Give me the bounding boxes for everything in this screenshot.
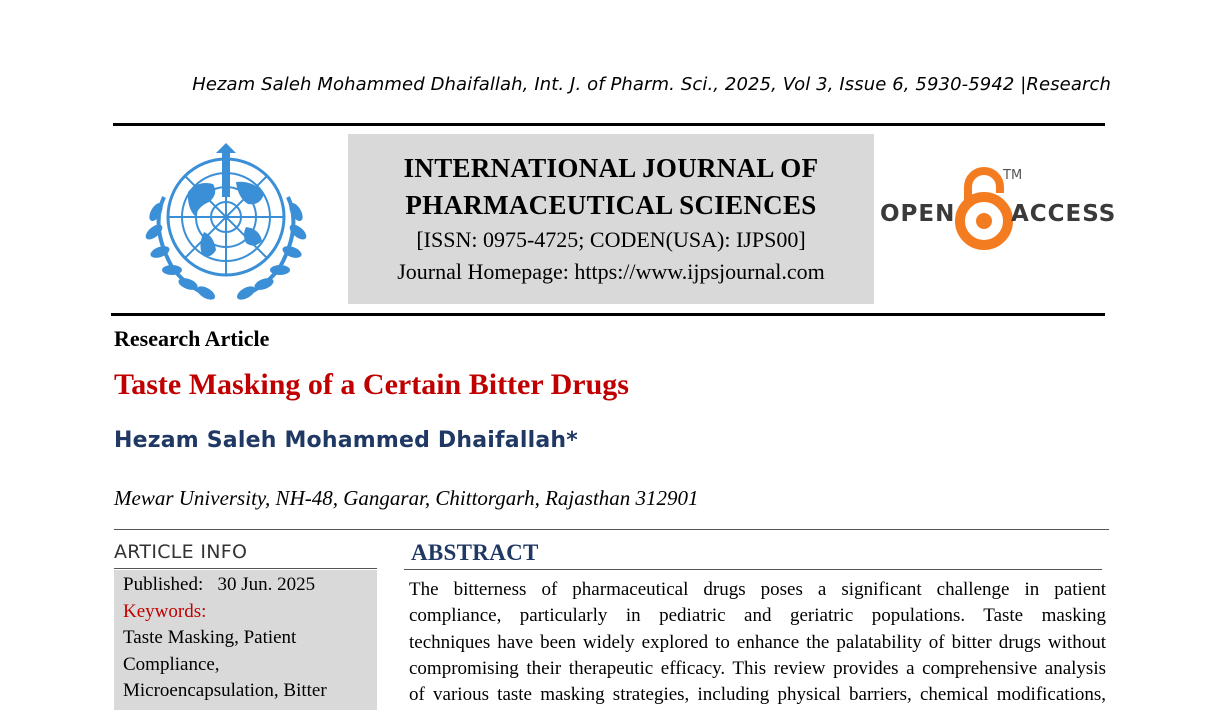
abstract-body <box>409 577 1106 708</box>
article-info-heading: ARTICLE INFO <box>114 541 248 563</box>
open-access-access-text: ACCESS <box>1011 201 1117 227</box>
journal-title-line1: INTERNATIONAL JOURNAL OF <box>403 153 819 183</box>
article-affiliation: Mewar University, NH-48, Gangarar, Chittorgarh, Rajasthan 312901 <box>114 486 699 510</box>
abstract-line: compromising their therapeutic efficacy. This review provides a comprehensive analysis <box>409 657 1106 679</box>
journal-homepage: Journal Homepage: https://www.ijpsjournal.com <box>397 259 825 284</box>
journal-title-line2: PHARMACEUTICAL SCIENCES <box>405 190 817 220</box>
open-access-open-text: OPEN <box>880 201 956 227</box>
abstract-rule <box>404 569 1102 570</box>
keywords-line: Taste Masking, Patient <box>123 627 297 648</box>
top-rule <box>113 123 1105 126</box>
un-emblem-icon <box>126 137 326 305</box>
article-info-rule <box>114 568 377 569</box>
abstract-line: techniques have been widely explored to enhance the palatability of bitter drugs without <box>409 631 1106 653</box>
journal-issn: [ISSN: 0975-4725; CODEN(USA): IJPS00] <box>416 227 806 252</box>
open-access-logo <box>880 163 1117 255</box>
article-info-box <box>114 570 377 710</box>
keywords-line: Compliance, <box>123 653 220 675</box>
published-label: Published: <box>123 574 204 595</box>
keywords-label: Keywords: <box>123 600 207 622</box>
abstract-line: of various taste masking strategies, including physical barriers, chemical modifications, <box>409 684 1106 706</box>
section-divider <box>114 529 1109 530</box>
open-access-tm: TM <box>1003 168 1023 183</box>
running-header: Hezam Saleh Mohammed Dhaifallah, Int. J. of Pharm. Sci., 2025, Vol 3, Issue 6, 5930-5942 |Research <box>192 74 1111 95</box>
keywords-line: Microencapsulation, Bitter <box>123 680 327 701</box>
masthead-bottom-rule <box>111 313 1105 316</box>
article-title: Taste Masking of a Certain Bitter Drugs <box>114 368 629 401</box>
abstract-heading: ABSTRACT <box>411 540 539 565</box>
abstract-line: The bitterness of pharmaceutical drugs poses a significant challenge in patient <box>409 579 1106 600</box>
abstract-line: compliance, particularly in pediatric and geriatric populations. Taste masking <box>409 605 1106 627</box>
article-type: Research Article <box>114 326 270 351</box>
published-row <box>123 572 377 599</box>
journal-masthead <box>348 134 874 304</box>
published-date: 30 Jun. 2025 <box>217 574 316 595</box>
article-author: Hezam Saleh Mohammed Dhaifallah* <box>114 428 578 453</box>
